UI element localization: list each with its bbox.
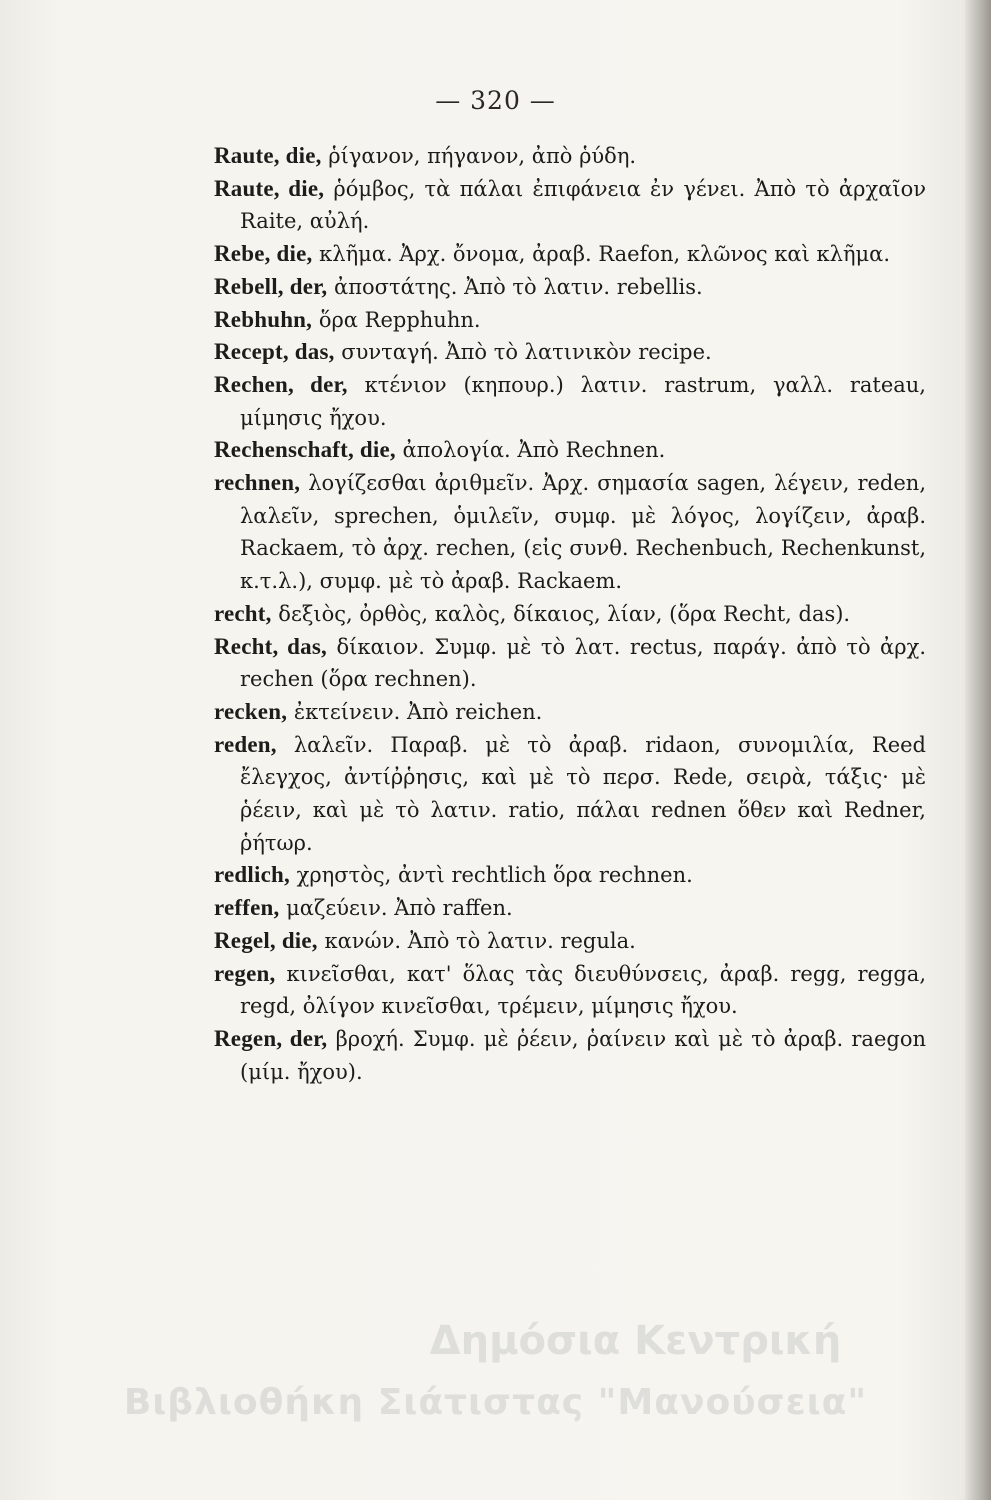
- entry-definition: λαλεῖν. Παραβ. μὲ τὸ ἀραβ. ridaon, συνομιλία, Reed ἔλεγχος, ἀντίῤῥησις, καὶ μὲ τὸ περσ. Rede, σειρὰ, τάξις· μὲ ῥέειν, καὶ μὲ τὸ λατιν. ratio, πάλαι rednen ὅθεν καὶ Redner, ῥήτωρ.: [240, 732, 926, 855]
- entry-headword: Rechenschaft, die,: [214, 437, 396, 463]
- entry-headword: Rebhuhn,: [214, 306, 313, 332]
- entry-headword: Regen, der,: [214, 1025, 328, 1051]
- entry-definition: λογίζεσθαι ἀριθμεῖν. Ἀρχ. σημασία sagen, λέγειν, reden, λαλεῖν, sprechen, ὁμιλεῖν, συμφ. μὲ λόγος, λογίζειν, ἀραβ. Rackaem, τὸ ἀρχ. rechen, (εἰς συνθ. Rechenbuch, Rechenkunst, κ.τ.λ.), συμφ. μὲ τὸ ἀραβ. Rackaem.: [240, 471, 926, 594]
- entry-headword: recht,: [214, 600, 272, 626]
- dictionary-entry: [214, 238, 926, 271]
- page-number: — 320 —: [435, 86, 556, 115]
- entry-definition: ἀποστάτης. Ἀπὸ τὸ λατιν. rebellis.: [327, 274, 703, 299]
- dictionary-entry: [214, 304, 926, 337]
- dictionary-entry: [214, 892, 926, 925]
- entry-definition: ἀπολογία. Ἀπὸ Rechnen.: [395, 438, 666, 463]
- entry-definition: δίκαιον. Συμφ. μὲ τὸ λατ. rectus, παράγ. ἀπὸ τὸ ἀρχ. rechen (ὅρα rechnen).: [240, 634, 926, 692]
- dictionary-entry: [214, 434, 926, 467]
- dictionary-entry: [214, 173, 926, 238]
- entry-headword: Recept, das,: [214, 339, 335, 365]
- dictionary-entry: [214, 1023, 926, 1088]
- dictionary-entry: [214, 467, 926, 598]
- entry-headword: Raute, die,: [214, 175, 325, 201]
- entry-definition: χρηστὸς, ἀντὶ rechtlich ὅρα rechnen.: [289, 863, 693, 888]
- dictionary-entry: [214, 859, 926, 892]
- entry-definition: μαζεύειν. Ἀπὸ raffen.: [279, 896, 513, 921]
- dictionary-entry: [214, 336, 926, 369]
- dictionary-entry: [214, 271, 926, 304]
- dictionary-entry: [214, 925, 926, 958]
- entry-headword: reffen,: [214, 895, 280, 921]
- entry-definition: ὅρα Repphuhn.: [312, 307, 481, 332]
- entry-headword: Rebell, der,: [214, 273, 328, 299]
- entry-definition: κινεῖσθαι, κατ' ὅλας τὰς διευθύνσεις, ἀραβ. regg, regga, regd, ὀλίγον κινεῖσθαι, τρέμειν, μίμησις ἤχου.: [240, 961, 926, 1019]
- entry-definition: κτένιον (κηπουρ.) λατιν. rastrum, γαλλ. rateau, μίμησις ἤχου.: [240, 372, 926, 430]
- entry-definition: κλῆμα. Ἀρχ. ὄνομα, ἀραβ. Raefon, κλῶνος καὶ κλῆμα.: [312, 242, 891, 267]
- dictionary-entry: [214, 598, 926, 631]
- dictionary-entry: [214, 369, 926, 434]
- dictionary-entry: [214, 958, 926, 1023]
- dictionary-entry: [214, 696, 926, 729]
- entry-headword: rechnen,: [214, 470, 301, 496]
- entry-definition: κανών. Ἀπὸ τὸ λατιν. regula.: [317, 928, 636, 953]
- entry-headword: redlich,: [214, 862, 290, 888]
- library-watermark-line1: Δημόσια Κεντρική: [429, 1318, 842, 1364]
- entry-headword: Raute, die,: [214, 143, 322, 168]
- entry-headword: regen,: [214, 960, 276, 986]
- entry-definition: ῥόμβος, τὰ πάλαι ἐπιφάνεια ἐν γένει. Ἀπὸ τὸ ἀρχαῖον Raite, αὐλή.: [240, 176, 926, 234]
- entry-headword: recken,: [214, 698, 288, 724]
- dictionary-entry: [214, 631, 926, 696]
- entry-headword: Recht, das,: [214, 633, 327, 659]
- entry-definition: συνταγή. Ἀπὸ τὸ λατινικὸν recipe.: [334, 340, 712, 365]
- entry-definition: ἐκτείνειν. Ἀπὸ reichen.: [287, 699, 543, 724]
- dictionary-entry: [214, 729, 926, 860]
- entry-headword: Regel, die,: [214, 927, 318, 953]
- entry-headword: Rechen, der,: [214, 371, 348, 397]
- dictionary-entry: [214, 140, 926, 173]
- dictionary-entries: [214, 140, 926, 1088]
- page-spine-shadow: [965, 0, 991, 1500]
- entry-definition: ῥίγανον, πήγανον, ἀπὸ ῥύδη.: [321, 144, 637, 168]
- entry-definition: βροχή. Συμφ. μὲ ῥέειν, ῥαίνειν καὶ μὲ τὸ ἀραβ. raegon (μίμ. ἤχου).: [240, 1026, 926, 1084]
- library-watermark-line2: Βιβλιοθήκη Σιάτιστας "Μανούσεια": [123, 1382, 868, 1423]
- entry-definition: δεξιὸς, ὀρθὸς, καλὸς, δίκαιος, λίαν, (ὅρα Recht, das).: [271, 601, 851, 626]
- entry-headword: Rebe, die,: [214, 241, 313, 267]
- entry-headword: reden,: [214, 731, 277, 757]
